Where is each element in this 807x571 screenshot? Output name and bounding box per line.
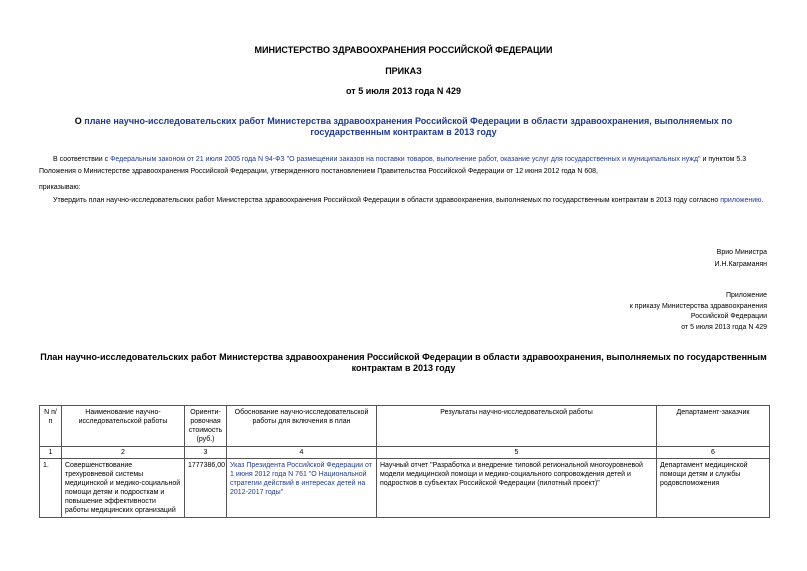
row-department: Департамент медицинской помощи детям и службы родовспоможения [657, 459, 770, 518]
row-basis-link[interactable]: Указ Президента Российской Федерации от 1 июня 2012 года N 761 "О Национальной стратегии действий в интересах детей на 2012-2017 годы" [227, 459, 377, 518]
preamble-text-1: В соответствии с [53, 156, 111, 163]
row-num: 1. [40, 459, 62, 518]
appendix-header [560, 291, 767, 333]
col-number: 6 [657, 447, 770, 459]
appendix-line-4: от 5 июля 2013 года N 429 [681, 323, 767, 331]
document-date: от 5 июля 2013 года N 429 [346, 86, 461, 96]
order-word: приказываю: [39, 184, 81, 191]
signer-position: Врио Министра [716, 249, 767, 256]
plan-table [39, 405, 770, 518]
title-link[interactable]: плане научно-исследовательских работ Министерства здравоохранения Российской Федерации в области здравоохранения, выполняемых по государственным контрактам в 2013 году [84, 116, 733, 137]
order-end: . [761, 197, 764, 204]
ministry-name: МИНИСТЕРСТВО ЗДРАВООХРАНЕНИЯ РОССИЙСКОЙ ФЕДЕРАЦИИ [254, 45, 553, 55]
header-name: Наименование научно-исследовательской работы [62, 406, 185, 447]
row-cost: 1777386,00 [185, 459, 227, 518]
col-number: 4 [227, 447, 377, 459]
row-name: Совершенствование трехуровневой системы медицинской и медико-социальной помощи детям и подросткам и повышение эффективности работы медицинских организаций [62, 459, 185, 518]
appendix-line-1: Приложение [725, 292, 767, 299]
table-row [40, 459, 770, 518]
signature-block [600, 247, 767, 271]
table-header-row [40, 406, 770, 447]
title-prefix: О [74, 116, 85, 126]
header-num: N п/п [40, 406, 62, 447]
order-text: Утвердить план научно-исследовательских работ Министерства здравоохранения Российской Федерации в области здравоохранения, выполняемых по государственным контрактам в 2013 году согласно [53, 197, 721, 204]
col-number: 2 [62, 447, 185, 459]
document-title [70, 116, 737, 138]
header-result: Результаты научно-исследовательской работы [377, 406, 657, 447]
plan-title: План научно-исследовательских работ Министерства здравоохранения Российской Федерации в области здравоохранения, выполняемых по государственным контрактам в 2013 году [40, 352, 767, 373]
federal-law-link[interactable]: Федеральным законом от 21 июля 2005 года N 94-ФЗ "О размещении заказов на поставки товаров, выполнение работ, оказание услуг для государственных и муниципальных нужд" [110, 156, 701, 163]
header-basis: Обоснование научно-исследовательской работы для включения в план [227, 406, 377, 447]
col-number: 1 [40, 447, 62, 459]
preamble-text-2: и пунктом 5.3 Положения о Министерстве здравоохранения Российской Федерации, утвержденного постановлением Правительства Российской Федерации от 12 июня 2012 года N 608, [39, 156, 747, 175]
header-department: Департамент-заказчик [657, 406, 770, 447]
signer-name: И.Н.Каграманян [714, 261, 767, 268]
column-number-row [40, 447, 770, 459]
preamble-paragraph [39, 154, 769, 178]
document-type: ПРИКАЗ [385, 66, 422, 76]
appendix-line-2: к приказу Министерства здравоохранения [629, 302, 767, 310]
row-result: Научный отчет "Разработка и внедрение типовой региональной многоуровневой модели медицинской помощи и медико-социального сопровождения детей и подростков в субъектах Российской Федерации (пилотный проект)" [377, 459, 657, 518]
header-cost: Ориенти-ровочная стоимость (руб.) [185, 406, 227, 447]
col-number: 5 [377, 447, 657, 459]
order-paragraph [39, 195, 769, 207]
col-number: 3 [185, 447, 227, 459]
appendix-link[interactable]: приложению [720, 197, 762, 204]
appendix-line-3: Российской Федерации [690, 313, 767, 320]
